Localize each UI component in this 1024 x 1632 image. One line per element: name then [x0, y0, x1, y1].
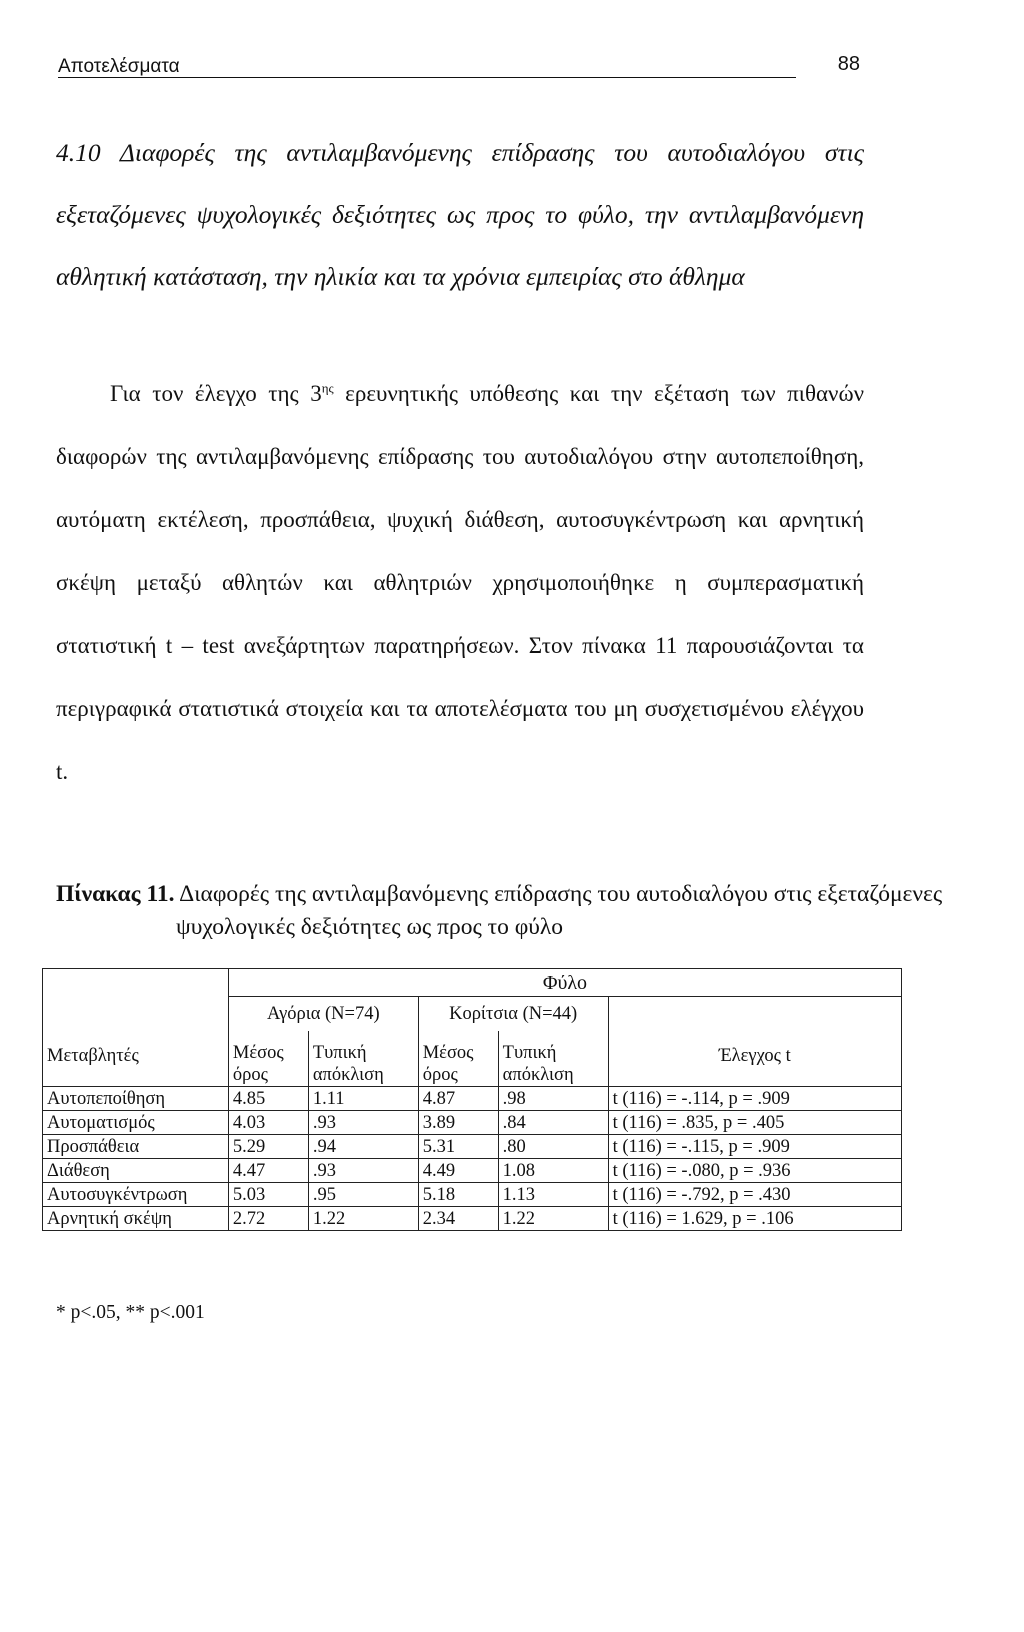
boys-mean-cell: 4.03 [228, 1111, 308, 1135]
row-variable: Αυτοματισμός [43, 1111, 229, 1135]
table-caption-label: Πίνακας 11. [56, 881, 175, 907]
ttest-cell: t (116) = 1.629, p = .106 [608, 1207, 901, 1231]
table-caption-text: Διαφορές της αντιλαμβανόμενης επίδρασης του αυτοδιαλόγου στις εξεταζόμενες ψυχολογικές δεξιότητες ως προς το φύλο [174, 881, 943, 940]
variables-header: Μεταβλητές [43, 1031, 229, 1087]
girls-header: Κορίτσια (Ν=44) [418, 997, 608, 1031]
ttest-cell: t (116) = -.080, p = .936 [608, 1159, 901, 1183]
girls-sd-header: Τυπική απόκλιση [498, 1031, 608, 1087]
boys-sd-cell: 1.11 [308, 1087, 418, 1111]
paragraph-start: Για τον έλεγχο της 3 [110, 381, 322, 406]
boys-sd-cell: .95 [308, 1183, 418, 1207]
row-variable: Αυτοσυγκέντρωση [43, 1183, 229, 1207]
boys-sd-cell: .93 [308, 1111, 418, 1135]
boys-mean-cell: 4.85 [228, 1087, 308, 1111]
table-row [43, 1207, 902, 1231]
girls-mean-cell: 4.49 [418, 1159, 498, 1183]
empty-header-cell [43, 969, 229, 997]
table-caption [56, 878, 984, 944]
body-paragraph [56, 362, 864, 803]
boys-sd-cell: 1.22 [308, 1207, 418, 1231]
ttest-cell: t (116) = .835, p = .405 [608, 1111, 901, 1135]
girls-mean-cell: 2.34 [418, 1207, 498, 1231]
ttest-cell: t (116) = -.115, p = .909 [608, 1135, 901, 1159]
ordinal-superscript: ης [321, 380, 334, 396]
group-header-gender: Φύλο [228, 969, 901, 997]
girls-mean-cell: 5.31 [418, 1135, 498, 1159]
table-row [43, 1159, 902, 1183]
boys-mean-cell: 5.29 [228, 1135, 308, 1159]
girls-sd-cell: 1.08 [498, 1159, 608, 1183]
table-row [43, 1183, 902, 1207]
girls-mean-cell: 3.89 [418, 1111, 498, 1135]
ttest-cell: t (116) = -.114, p = .909 [608, 1087, 901, 1111]
boys-mean-cell: 4.47 [228, 1159, 308, 1183]
boys-mean-cell: 5.03 [228, 1183, 308, 1207]
boys-header: Αγόρια (Ν=74) [228, 997, 418, 1031]
table-header-row-group [43, 969, 902, 997]
row-variable: Διάθεση [43, 1159, 229, 1183]
row-variable: Αρνητική σκέψη [43, 1207, 229, 1231]
table-header-row-groups [43, 997, 902, 1031]
paragraph-rest: ερευνητικής υπόθεσης και την εξέταση των πιθανών διαφορών της αντιλαμβανόμενης επίδρασης του αυτοδιαλόγου στην αυτοπεποίθηση, αυτόματη εκτέλεση, προσπάθεια, ψυχική διάθεση, αυτοσυγκέντρωση και αρνητική σκέψη μεταξύ αθλητών και αθλητριών χρησιμοποιήθηκε η συμπερασματική στατιστική t – test ανεξάρτητων παρατηρήσεων. Στον πίνακα 11 παρουσιάζονται τα περιγραφικά στατιστικά στοιχεία και τα αποτελέσματα του μη συσχετισμένου ελέγχου t. [56, 381, 864, 784]
girls-sd-cell: 1.13 [498, 1183, 608, 1207]
girls-mean-cell: 5.18 [418, 1183, 498, 1207]
results-table [42, 968, 902, 1231]
ttest-header: Έλεγχος t [608, 1031, 901, 1087]
significance-footnote: * p<.05, ** p<.001 [56, 1302, 205, 1323]
girls-mean-cell: 4.87 [418, 1087, 498, 1111]
girls-sd-cell: 1.22 [498, 1207, 608, 1231]
running-header [58, 48, 860, 80]
girls-sd-cell: .84 [498, 1111, 608, 1135]
boys-sd-cell: .93 [308, 1159, 418, 1183]
boys-mean-header: Μέσος όρος [228, 1031, 308, 1087]
boys-sd-cell: .94 [308, 1135, 418, 1159]
row-variable: Προσπάθεια [43, 1135, 229, 1159]
section-heading: 4.10 Διαφορές της αντιλαμβανόμενης επίδρασης του αυτοδιαλόγου στις εξεταζόμενες ψυχολογικές δεξιότητες ως προς το φύλο, την αντιλαμβανόμενη αθλητική κατάσταση, την ηλικία και τα χρόνια εμπειρίας στο άθλημα [56, 138, 864, 291]
boys-mean-cell: 2.72 [228, 1207, 308, 1231]
empty-header-cell [43, 997, 229, 1031]
page-number: 88 [837, 53, 860, 75]
girls-sd-cell: .98 [498, 1087, 608, 1111]
table-row [43, 1111, 902, 1135]
running-title: Αποτελέσματα [58, 56, 180, 77]
table-header-row-columns [43, 1031, 902, 1087]
girls-sd-cell: .80 [498, 1135, 608, 1159]
row-variable: Αυτοπεποίθηση [43, 1087, 229, 1111]
girls-mean-header: Μέσος όρος [418, 1031, 498, 1087]
boys-sd-header: Τυπική απόκλιση [308, 1031, 418, 1087]
empty-header-cell [608, 997, 901, 1031]
table-row [43, 1087, 902, 1111]
table-row [43, 1135, 902, 1159]
ttest-cell: t (116) = -.792, p = .430 [608, 1183, 901, 1207]
